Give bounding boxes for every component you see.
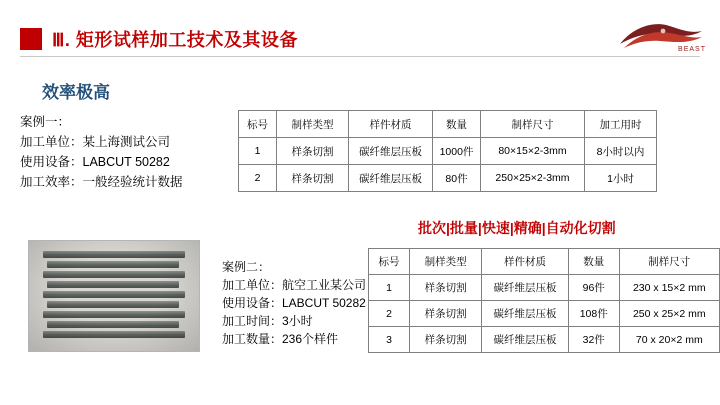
photo-vignette [29, 241, 199, 351]
header-divider [20, 56, 700, 57]
case-two-table [368, 248, 720, 353]
case-one-table [238, 110, 657, 192]
table2-r2-c0: 3 [369, 327, 410, 353]
table1-r1-c4: 250×25×2-3mm [481, 165, 585, 192]
table1-r1-c1: 样条切割 [277, 165, 349, 192]
case-two-block [222, 258, 366, 348]
table2-header-0: 标号 [369, 249, 410, 275]
page-title: Ⅲ. 矩形试样加工技术及其设备 [52, 30, 298, 50]
table2-r1-c1: 样条切割 [410, 301, 482, 327]
case-two-line-0: 案例二： [222, 260, 271, 274]
table1-header-5: 加工用时 [585, 111, 657, 138]
table2-r2-c1: 样条切割 [410, 327, 482, 353]
case-one-block [20, 112, 183, 192]
table1-header-1: 制样类型 [277, 111, 349, 138]
table2-header-1: 制样类型 [410, 249, 482, 275]
table2-r2-c4: 70 x 20×2 mm [619, 327, 719, 353]
header-marker-icon [20, 28, 42, 50]
table2-header-2: 样件材质 [482, 249, 569, 275]
case-one-line-1: 加工单位：某上海测试公司 [20, 135, 171, 149]
table1-header-3: 数量 [433, 111, 481, 138]
table2-header-3: 数量 [568, 249, 619, 275]
table2-r0-c1: 样条切割 [410, 275, 482, 301]
table1-r0-c2: 碳纤维层压板 [349, 138, 433, 165]
table2-r1-c4: 250 x 25×2 mm [619, 301, 719, 327]
table1-r1-c0: 2 [239, 165, 277, 192]
table1-header-2: 样件材质 [349, 111, 433, 138]
table1-header-0: 标号 [239, 111, 277, 138]
table2-r2-c2: 碳纤维层压板 [482, 327, 569, 353]
table2-r0-c3: 96件 [568, 275, 619, 301]
case-two-line-1: 加工单位：航空工业某公司 [222, 278, 367, 292]
table-header-row [239, 111, 657, 138]
table1-r0-c5: 8小时以内 [585, 138, 657, 165]
table1-r0-c1: 样条切割 [277, 138, 349, 165]
table-row [369, 301, 720, 327]
table2-r0-c4: 230 x 15×2 mm [619, 275, 719, 301]
slide-header [0, 0, 720, 58]
table2-r2-c3: 32件 [568, 327, 619, 353]
table2-r1-c3: 108件 [568, 301, 619, 327]
table2-header-4: 制样尺寸 [619, 249, 719, 275]
table2-r0-c2: 碳纤维层压板 [482, 275, 569, 301]
sample-photo [28, 240, 200, 352]
table-header-row [369, 249, 720, 275]
table1-r0-c4: 80×15×2-3mm [481, 138, 585, 165]
table-row [369, 327, 720, 353]
table-row [239, 138, 657, 165]
section-title: 效率极高 [42, 83, 110, 102]
case-two-line-2: 使用设备：LABCUT 50282 [222, 296, 366, 310]
table2-r1-c2: 碳纤维层压板 [482, 301, 569, 327]
table1-r1-c5: 1小时 [585, 165, 657, 192]
case-two-line-3: 加工时间：3小时 [222, 314, 313, 328]
table2-r0-c0: 1 [369, 275, 410, 301]
case-one-line-0: 案例一： [20, 115, 71, 129]
case-one-line-2: 使用设备：LABCUT 50282 [20, 155, 170, 169]
table1-header-4: 制样尺寸 [481, 111, 585, 138]
case-two-line-4: 加工数量：236个样件 [222, 332, 339, 346]
table-row [369, 275, 720, 301]
table1-r1-c2: 碳纤维层压板 [349, 165, 433, 192]
table1-r0-c0: 1 [239, 138, 277, 165]
tagline: 批次|批量|快速|精确|自动化切割 [418, 220, 616, 236]
table2-r1-c0: 2 [369, 301, 410, 327]
table1-r0-c3: 1000件 [433, 138, 481, 165]
company-logo-text: BEAST [678, 46, 706, 53]
case-one-line-3: 加工效率：一般经验统计数据 [20, 175, 183, 189]
table1-r1-c3: 80件 [433, 165, 481, 192]
table-row [239, 165, 657, 192]
